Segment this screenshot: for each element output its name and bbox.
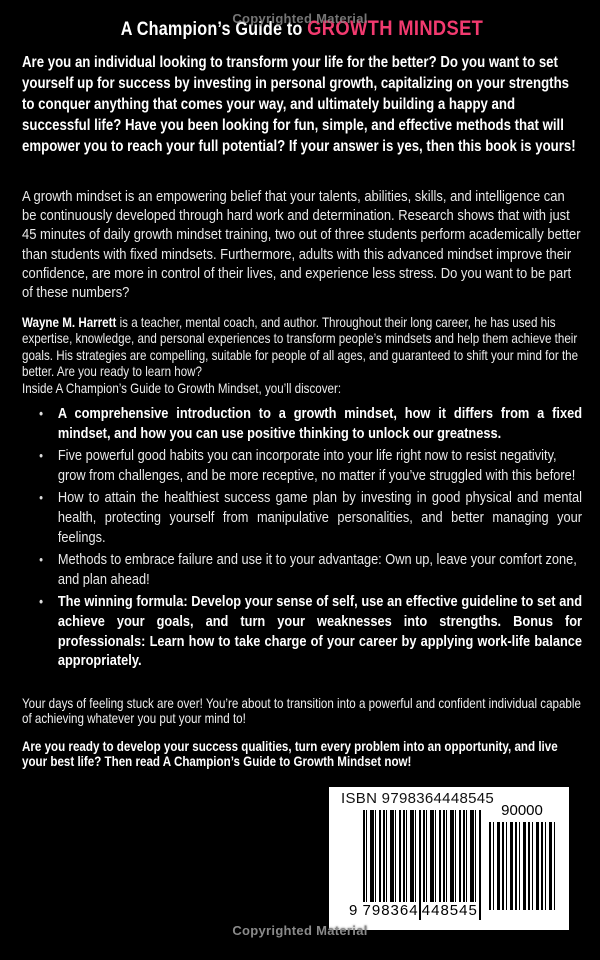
inside-line: Inside A Champion’s Guide to Growth Mindset, you’ll discover: [22, 380, 342, 396]
bullet-item: • Five powerful good habits you can incorporate into your life right now to resist negativity, grow from challenges, and be more receptive, no matter if you’ve struggled with this before! [22, 446, 582, 485]
intro-paragraph: Are you an individual looking to transform your life for the better? Do you want to set yourself up for success by investing in personal growth, capitalizing on your strengths to conquer anything that comes your way, and ultimately building a happy and successful life? Have you been looking for fun, simple, and effective methods that will empower you to reach your full potential? If your answer is yes, then this book is yours! [22, 54, 576, 155]
title-prefix: A Champion’s Guide to [120, 19, 308, 40]
price-addon-code: 90000 [501, 802, 543, 819]
author-section [22, 315, 582, 397]
barcode-digits [349, 901, 481, 920]
copyright-watermark-top: Copyrighted Material [232, 11, 368, 26]
ean-barcode [349, 810, 481, 920]
barcode-digit-group: 448545 [421, 902, 478, 919]
bullet-item: • The winning formula: Develop your sense of self, use an effective guideline to set and achieve your goals, and turn your weaknesses into strengths. Bonus for professionals: Learn how to take charge of your career by applying work-life balance appropriately. [22, 592, 582, 670]
price-addon-bars [489, 822, 555, 910]
barcode-panel [329, 787, 569, 930]
barcode-digit-group: 798364 [362, 902, 419, 919]
bullet-item: • A comprehensive introduction to a growth mindset, how it differs from a fixed mindset, and how you can use positive thinking to unlock our greatness. [22, 404, 582, 443]
discover-bullet-list [22, 404, 582, 674]
author-name: Wayne M. Harrett [22, 315, 117, 330]
barcode-digit-lead: 9 [349, 902, 358, 919]
isbn-label: ISBN 9798364448545 [341, 790, 495, 807]
copyright-watermark-bottom: Copyrighted Material [232, 923, 368, 938]
bullet-item: • How to attain the healthiest success game plan by investing in good physical and mental health, protecting yourself from manipulative personalities, and better managing your feelings. [22, 488, 582, 547]
call-to-action-paragraph: Are you ready to develop your success qualities, turn every problem into an opportunity, and live your best life? Then read A Champion’s Guide to Growth Mindset now! [22, 739, 558, 769]
growth-mindset-paragraph: A growth mindset is an empowering belief that your talents, abilities, skills, and intelligence can be continuously developed through hard work and determination. Research shows that with just 45 minutes of daily growth mindset training, two out of three students perform academically better than students with fixed mindsets. Furthermore, adults with this advanced mindset improve their confidence, are more in control of their lives, and experience less stress. Do you want to be part of these numbers? [22, 188, 581, 302]
author-bio-text: is a teacher, mental coach, and author. Throughout their long career, he has used his expertise, knowledge, and personal experiences to transform people’s mindsets and help them achieve their goals. His strategies are compelling, suitable for people of all ages, and guaranteed to shift your mind for the better. Are you ready to learn how? [22, 315, 579, 380]
bullet-item: • Methods to embrace failure and use it to your advantage: Own up, leave your comfort zone, and plan ahead! [22, 550, 582, 589]
closing-paragraph: Your days of feeling stuck are over! You’re about to transition into a powerful and confident individual capable of achieving whatever you put your mind to! [22, 696, 581, 726]
title-highlight: GROWTH MINDSET [307, 16, 484, 40]
price-addon-barcode [489, 803, 555, 910]
author-bio [22, 315, 582, 381]
